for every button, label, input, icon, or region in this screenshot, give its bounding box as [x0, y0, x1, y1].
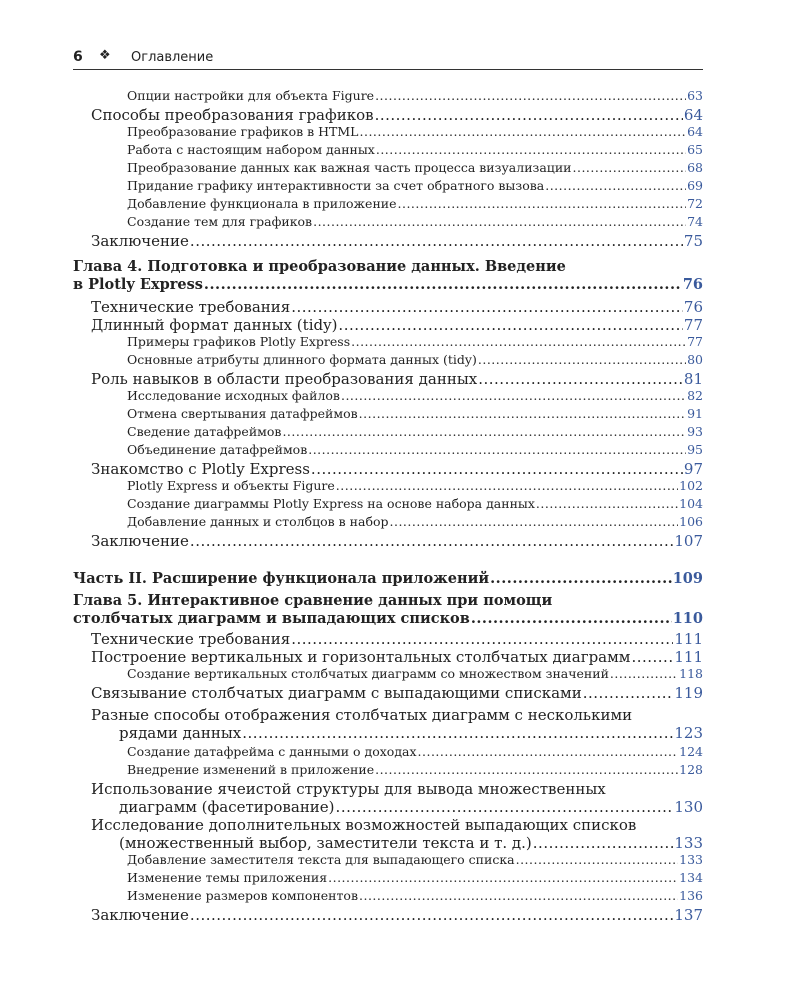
- dot-leader: [478, 352, 686, 367]
- toc-entry[interactable]: [127, 334, 703, 349]
- toc-page-number: 111: [674, 648, 703, 666]
- toc-page-number: 134: [679, 870, 703, 885]
- toc-entry-title: столбчатых диаграмм и выпадающих списков: [73, 610, 470, 627]
- toc-entry-title: Создание тем для графиков: [127, 214, 313, 229]
- toc-page-number: 110: [672, 610, 703, 627]
- toc-page-number: 118: [679, 666, 703, 681]
- toc-page-number: 63: [687, 88, 703, 103]
- toc-entry[interactable]: [91, 106, 703, 124]
- toc-entry[interactable]: [119, 834, 703, 852]
- dot-leader: [313, 214, 686, 229]
- toc-page-number: 77: [687, 334, 703, 349]
- dot-leader: [338, 316, 682, 334]
- dot-leader: [282, 424, 686, 439]
- toc-entry-title: Добавление данных и столбцов в набор: [127, 514, 389, 529]
- toc-entry-title: Создание датафрейма с данными о доходах: [127, 744, 417, 759]
- toc-entry[interactable]: [127, 496, 703, 511]
- toc-entry[interactable]: [119, 724, 703, 742]
- toc-entry[interactable]: [91, 316, 703, 334]
- toc-chapter-entry[interactable]: [73, 610, 703, 627]
- toc-page-number: 133: [674, 834, 703, 852]
- dot-leader: [359, 406, 686, 421]
- toc-entry[interactable]: [91, 630, 703, 648]
- toc-entry-title: Длинный формат данных (tidy): [91, 316, 338, 334]
- toc-page-number: 124: [679, 744, 703, 759]
- toc-page-number: 68: [687, 160, 703, 175]
- dot-leader: [204, 276, 682, 293]
- toc-entry[interactable]: [127, 666, 703, 681]
- dot-leader: [583, 684, 674, 702]
- toc-entry-title: Отмена свертывания датафреймов: [127, 406, 358, 421]
- toc-entry-title: диаграмм (фасетирование): [119, 798, 335, 816]
- toc-entry[interactable]: [127, 178, 703, 193]
- dot-leader: [190, 906, 673, 924]
- toc-entry-title: Plotly Express и объекты Figure: [127, 478, 335, 493]
- toc-entry-title: Роль навыков в области преобразования данных: [91, 370, 478, 388]
- toc-page-number: 102: [679, 478, 703, 493]
- dot-leader: [390, 514, 679, 529]
- toc-entry[interactable]: [91, 460, 703, 478]
- toc-entry-title: Связывание столбчатых диаграмм с выпадающими списками: [91, 684, 582, 702]
- toc-entry-title: в Plotly Express: [73, 276, 203, 293]
- toc-entry-title: Построение вертикальных и горизонтальных столбчатых диаграмм: [91, 648, 631, 666]
- toc-entry[interactable]: [127, 406, 703, 421]
- toc-page-number: 106: [679, 514, 703, 529]
- toc-entry-title: Основные атрибуты длинного формата данных (tidy): [127, 352, 477, 367]
- dot-leader: [375, 88, 686, 103]
- toc-page-number: 82: [687, 388, 703, 403]
- dot-leader: [376, 142, 686, 157]
- dot-leader: [311, 460, 683, 478]
- toc-entry[interactable]: [127, 388, 703, 403]
- toc-entry[interactable]: [91, 370, 703, 388]
- toc-entry-title: Придание графику интерактивности за счет обратного вызова: [127, 178, 545, 193]
- dot-leader: [291, 298, 683, 316]
- toc-page-number: 77: [683, 316, 703, 334]
- toc-page-number: 119: [674, 684, 703, 702]
- toc-page-number: 136: [679, 888, 703, 903]
- toc-chapter-entry[interactable]: [73, 276, 703, 293]
- toc-page-number: 104: [679, 496, 703, 511]
- toc-entry-title: Технические требования: [91, 630, 291, 648]
- dot-leader: [360, 124, 687, 139]
- toc-entry-title: Исследование исходных файлов: [127, 388, 340, 403]
- toc-entry-title: Технические требования: [91, 298, 291, 316]
- toc-entry[interactable]: [91, 532, 703, 550]
- dot-leader: [536, 496, 678, 511]
- toc-entry[interactable]: [127, 424, 703, 439]
- dot-leader: [190, 532, 673, 550]
- toc-page-number: 64: [683, 106, 703, 124]
- toc-page-number: 128: [679, 762, 703, 777]
- dot-leader: [375, 762, 678, 777]
- toc-entry[interactable]: [127, 852, 703, 867]
- toc-entry-line1: Использование ячеистой структуры для вывода множественных: [91, 780, 606, 798]
- toc-entry-title: Сведение датафреймов: [127, 424, 282, 439]
- section-title: Оглавление: [131, 50, 214, 65]
- toc-page-number: 81: [683, 370, 703, 388]
- toc-page-number: 130: [674, 798, 703, 816]
- toc-entry-line1: Исследование дополнительных возможностей выпадающих списков: [91, 816, 637, 834]
- toc-page-number: 65: [687, 142, 703, 157]
- toc-entry-title: (множественный выбор, заместители текста и т. д.): [119, 834, 532, 852]
- toc-entry[interactable]: [127, 214, 703, 229]
- toc-entry[interactable]: [127, 744, 703, 759]
- dot-leader: [533, 834, 674, 852]
- toc-entry[interactable]: [119, 798, 703, 816]
- toc-page-number: 80: [687, 352, 703, 367]
- toc-chapter-entry[interactable]: [73, 570, 703, 587]
- toc-entry[interactable]: [127, 762, 703, 777]
- toc-entry-title: Заключение: [91, 906, 189, 924]
- toc-entry[interactable]: [127, 514, 703, 529]
- toc-entry[interactable]: [127, 442, 703, 457]
- toc-page-number: 64: [687, 124, 703, 139]
- toc-entry[interactable]: [127, 196, 703, 211]
- dot-leader: [398, 196, 687, 211]
- toc-page-number: 74: [687, 214, 703, 229]
- toc-entry-line1: Глава 4. Подготовка и преобразование данных. Введение: [73, 258, 566, 275]
- toc-page-number: 97: [683, 460, 703, 478]
- toc-entry[interactable]: [127, 352, 703, 367]
- toc-entry[interactable]: [127, 160, 703, 175]
- dot-leader: [242, 724, 673, 742]
- toc-entry-line1: Глава 5. Интерактивное сравнение данных при помощи: [73, 592, 553, 609]
- dot-leader: [631, 648, 673, 666]
- dot-leader: [573, 160, 687, 175]
- toc-entry[interactable]: [127, 888, 703, 903]
- toc-entry-title: Опции настройки для объекта Figure: [127, 88, 375, 103]
- dot-leader: [351, 334, 686, 349]
- dot-leader: [471, 610, 672, 627]
- toc-entry-title: Изменение темы приложения: [127, 870, 328, 885]
- dot-leader: [375, 106, 683, 124]
- toc-entry-title: Добавление заместителя текста для выпадающего списка: [127, 852, 515, 867]
- toc-page-number: 72: [687, 196, 703, 211]
- toc-entry-title: Создание вертикальных столбчатых диаграмм со множеством значений: [127, 666, 609, 681]
- toc-page-number: 76: [682, 276, 703, 293]
- dot-leader: [190, 232, 683, 250]
- toc-page-number: 95: [687, 442, 703, 457]
- toc-entry-title: Изменение размеров компонентов: [127, 888, 358, 903]
- toc-entry-title: Внедрение изменений в приложение: [127, 762, 375, 777]
- toc-entry-title: Способы преобразования графиков: [91, 106, 374, 124]
- toc-entry-title: Преобразование данных как важная часть процесса визуализации: [127, 160, 572, 175]
- dot-leader: [490, 570, 672, 587]
- toc-page-number: 69: [687, 178, 703, 193]
- toc-page-number: 137: [674, 906, 703, 924]
- dot-leader: [610, 666, 678, 681]
- dot-leader: [478, 370, 683, 388]
- toc-entry-title: Работа с настоящим набором данных: [127, 142, 375, 157]
- toc-entry[interactable]: [127, 870, 703, 885]
- ornament-icon: ❖: [99, 48, 111, 63]
- toc-page-number: 91: [687, 406, 703, 421]
- toc-page-number: 123: [674, 724, 703, 742]
- toc-page-number: 75: [683, 232, 703, 250]
- dot-leader: [516, 852, 679, 867]
- dot-leader: [341, 388, 686, 403]
- toc-page-number: 109: [672, 570, 703, 587]
- dot-leader: [308, 442, 686, 457]
- toc-page-number: 93: [687, 424, 703, 439]
- toc-entry[interactable]: [127, 88, 703, 103]
- toc-entry-title: рядами данных: [119, 724, 242, 742]
- toc-entry[interactable]: [91, 906, 703, 924]
- dot-leader: [336, 798, 674, 816]
- dot-leader: [336, 478, 678, 493]
- toc-entry[interactable]: [91, 648, 703, 666]
- dot-leader: [418, 744, 679, 759]
- toc-entry-title: Объединение датафреймов: [127, 442, 308, 457]
- toc-entry-title: Часть II. Расширение функционала приложений: [73, 570, 490, 587]
- toc-entry[interactable]: [127, 478, 703, 493]
- dot-leader: [291, 630, 673, 648]
- toc-entry[interactable]: [91, 684, 703, 702]
- toc-entry-title: Добавление функционала в приложение: [127, 196, 397, 211]
- dot-leader: [328, 870, 678, 885]
- toc-page-number: 76: [683, 298, 703, 316]
- toc-entry-title: Создание диаграммы Plotly Express на основе набора данных: [127, 496, 535, 511]
- page-number: 6: [73, 49, 83, 65]
- toc-entry[interactable]: [127, 142, 703, 157]
- toc-entry-title: Преобразование графиков в HTML: [127, 124, 359, 139]
- toc-page-number: 133: [679, 852, 703, 867]
- toc-entry-title: Заключение: [91, 532, 189, 550]
- running-header: [73, 49, 703, 70]
- toc-entry-line1: Разные способы отображения столбчатых диаграмм с несколькими: [91, 706, 633, 724]
- toc-entry-title: Заключение: [91, 232, 189, 250]
- dot-leader: [545, 178, 686, 193]
- toc-entry-title: Примеры графиков Plotly Express: [127, 334, 351, 349]
- toc-page-number: 107: [674, 532, 703, 550]
- toc-entry[interactable]: [91, 232, 703, 250]
- dot-leader: [359, 888, 678, 903]
- toc-page-number: 111: [674, 630, 703, 648]
- toc-entry-title: Знакомство с Plotly Express: [91, 460, 310, 478]
- toc-entry[interactable]: [127, 124, 703, 139]
- toc-entry[interactable]: [91, 298, 703, 316]
